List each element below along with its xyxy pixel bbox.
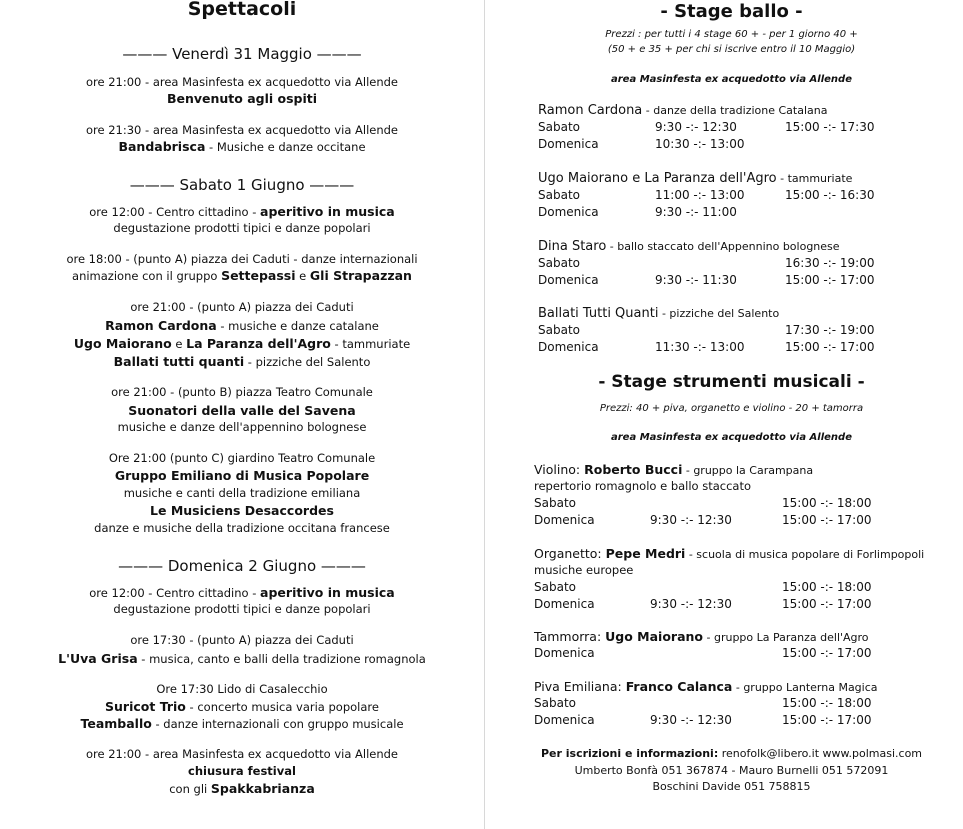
event-line: ore 12:00 - Centro cittadino - aperitivo in musica	[89, 204, 395, 219]
event-title: chiusura festival	[188, 764, 296, 778]
schedule-morning: 11:30 -:- 13:00	[655, 340, 745, 354]
page-fold	[484, 0, 485, 829]
instrument-teacher: Franco Calanca	[625, 679, 733, 694]
instrument-desc: - gruppo La Paranza dell'Agro	[703, 631, 869, 644]
event-line: ore 21:00 - area Masinfesta ex acquedotto via Allende	[85, 747, 399, 761]
event-line: ore 17:30 - (punto A) piazza dei Caduti	[130, 633, 354, 647]
event-title: Suricot Trio - concerto musica varia popolare	[105, 699, 379, 714]
schedule-day: Sabato	[538, 188, 580, 202]
event-title: Ugo Maiorano e La Paranza dell'Agro - tammuriate	[73, 336, 411, 351]
schedule-day: Sabato	[538, 256, 580, 270]
event-title: Le Musiciens Desaccordes	[150, 503, 334, 518]
schedule-day: Sabato	[534, 496, 576, 510]
course-desc: - tammuriate	[776, 172, 853, 185]
schedule-morning: 11:00 -:- 13:00	[655, 188, 745, 202]
schedule-day: Domenica	[534, 713, 595, 727]
instrument-teacher: Ugo Maiorano	[605, 629, 704, 644]
event-line: ore 21:00 - (punto A) piazza dei Caduti	[130, 300, 354, 314]
instrument-heading	[534, 629, 869, 645]
schedule-day: Sabato	[534, 580, 576, 594]
schedule-morning: 9:30 -:- 12:30	[650, 513, 732, 527]
schedule-afternoon: 15:00 -:- 17:00	[782, 713, 872, 727]
schedule-morning: 9:30 -:- 11:00	[655, 205, 737, 219]
instrument-desc: - scuola di musica popolare di Forlimpopoli	[685, 548, 925, 561]
event-sub: degustazione prodotti tipici e danze popolari	[113, 602, 371, 616]
instrument-desc: - gruppo la Carampana	[682, 464, 814, 477]
event-title: Benvenuto agli ospiti	[166, 91, 318, 106]
event-line: ore 21:30 - area Masinfesta ex acquedotto via Allende	[85, 123, 399, 137]
schedule-afternoon: 15:00 -:- 17:00	[782, 513, 872, 527]
course-desc: - danze della tradizione Catalana	[642, 104, 828, 117]
stage-strumenti-prices: Prezzi: 40 + piva, organetto e violino - 20 + tamorra	[599, 403, 864, 414]
schedule-day: Domenica	[538, 273, 599, 287]
event-sub: danze e musiche della tradizione occitana francese	[94, 521, 390, 535]
event-sub: musiche e canti della tradizione emiliana	[123, 486, 361, 500]
spettacoli-title: Spettacoli	[187, 0, 297, 20]
course-desc: - pizziche del Salento	[658, 307, 780, 320]
course-heading	[538, 239, 840, 254]
stage-ballo-prices: Prezzi : per tutti i 4 stage 60 + - per 1 giorno 40 +	[605, 29, 858, 40]
event-title: animazione con il gruppo Settepassi e Gli Strapazzan	[72, 268, 412, 283]
schedule-day: Domenica	[534, 513, 595, 527]
event-title: Teamballo - danze internazionali con gruppo musicale	[80, 716, 404, 731]
schedule-day: Domenica	[534, 597, 595, 611]
schedule-day: Domenica	[538, 205, 599, 219]
contacts-line: Per iscrizioni e informazioni: renofolk@libero.it www.polmasi.com	[540, 747, 923, 760]
instrument-teacher: Roberto Bucci	[584, 462, 683, 477]
schedule-morning: 9:30 -:- 12:30	[650, 597, 732, 611]
instrument-name: Piva Emiliana:	[534, 679, 626, 694]
course-heading	[538, 171, 852, 186]
schedule-day: Domenica	[538, 340, 599, 354]
instrument-desc: - gruppo Lanterna Magica	[732, 681, 878, 694]
event-line: ore 18:00 - (punto A) piazza dei Caduti - danze internazionali	[66, 252, 418, 266]
event-sub: degustazione prodotti tipici e danze popolari	[113, 221, 371, 235]
event-title: L'Uva Grisa - musica, canto e balli della tradizione romagnola	[58, 651, 426, 666]
schedule-morning: 9:30 -:- 12:30	[655, 120, 737, 134]
event-line: Ore 21:00 (punto C) giardino Teatro Comunale	[108, 451, 376, 465]
schedule-day: Sabato	[538, 323, 580, 337]
course-teacher: Dina Staro	[538, 239, 607, 254]
course-teacher: Ramon Cardona	[538, 103, 643, 118]
schedule-afternoon: 15:00 -:- 17:00	[782, 646, 872, 660]
stage-ballo-prices-early: (50 + e 35 + per chi si iscrive entro il 10 Maggio)	[607, 44, 856, 55]
course-heading	[538, 103, 827, 118]
schedule-afternoon: 15:00 -:- 18:00	[782, 496, 872, 510]
schedule-afternoon: 15:00 -:- 17:00	[785, 340, 875, 354]
event-title: Bandabrisca - Musiche e danze occitane	[118, 139, 366, 154]
event-title: Ballati tutti quanti - pizziche del Salento	[113, 354, 371, 369]
schedule-day: Domenica	[538, 137, 599, 151]
sunday-header: ——— Domenica 2 Giugno ———	[118, 557, 366, 575]
event-line: Ore 17:30 Lido di Casalecchio	[156, 682, 328, 696]
stage-ballo-venue: area Masinfesta ex acquedotto via Allende	[611, 74, 852, 85]
instrument-heading	[534, 546, 924, 562]
course-heading	[538, 306, 779, 321]
instrument-heading	[534, 679, 878, 695]
schedule-afternoon: 15:00 -:- 16:30	[785, 188, 875, 202]
schedule-morning: 10:30 -:- 13:00	[655, 137, 745, 151]
course-teacher: Ugo Maiorano e La Paranza dell'Agro	[538, 171, 777, 186]
event-title: Gruppo Emiliano di Musica Popolare	[114, 468, 370, 483]
schedule-day: Sabato	[538, 120, 580, 134]
instrument-teacher: Pepe Medri	[605, 546, 686, 561]
schedule-afternoon: 15:00 -:- 17:30	[785, 120, 875, 134]
instrument-desc-2: repertorio romagnolo e ballo staccato	[534, 479, 752, 493]
schedule-afternoon: 15:00 -:- 17:00	[785, 273, 875, 287]
instrument-name: Violino:	[534, 462, 585, 477]
event-title: Suonatori della valle del Savena	[128, 403, 356, 418]
course-desc: - ballo staccato dell'Appennino bolognese	[606, 240, 840, 253]
schedule-morning: 9:30 -:- 12:30	[650, 713, 732, 727]
friday-header: ——— Venerdì 31 Maggio ———	[122, 45, 362, 63]
instrument-heading	[534, 462, 813, 478]
contacts-phones-2: Boschini Davide 051 758815	[652, 780, 811, 793]
course-teacher: Ballati Tutti Quanti	[538, 306, 659, 321]
saturday-header: ——— Sabato 1 Giugno ———	[129, 176, 355, 194]
schedule-afternoon: 17:30 -:- 19:00	[785, 323, 875, 337]
instrument-name: Organetto:	[534, 546, 606, 561]
stage-strumenti-title: - Stage strumenti musicali -	[598, 372, 865, 392]
contacts-phones: Umberto Bonfà 051 367874 - Mauro Burnelli 051 572091	[574, 764, 889, 777]
event-line: ore 12:00 - Centro cittadino - aperitivo in musica	[89, 585, 395, 600]
instrument-desc-2: musiche europee	[534, 563, 634, 577]
event-line: ore 21:00 - area Masinfesta ex acquedotto via Allende	[85, 75, 399, 89]
schedule-day: Sabato	[534, 696, 576, 710]
schedule-afternoon: 16:30 -:- 19:00	[785, 256, 875, 270]
event-title: con gli Spakkabrianza	[169, 781, 315, 796]
event-line: ore 21:00 - (punto B) piazza Teatro Comunale	[111, 385, 373, 399]
event-sub: musiche e danze dell'appennino bolognese	[117, 420, 367, 434]
instrument-name: Tammorra:	[534, 629, 606, 644]
schedule-afternoon: 15:00 -:- 17:00	[782, 597, 872, 611]
stage-strumenti-venue: area Masinfesta ex acquedotto via Allende	[611, 432, 852, 443]
stage-ballo-title: - Stage ballo -	[660, 1, 803, 22]
schedule-afternoon: 15:00 -:- 18:00	[782, 580, 872, 594]
schedule-day: Domenica	[534, 646, 595, 660]
schedule-morning: 9:30 -:- 11:30	[655, 273, 737, 287]
schedule-afternoon: 15:00 -:- 18:00	[782, 696, 872, 710]
event-title: Ramon Cardona - musiche e danze catalane	[105, 318, 379, 333]
